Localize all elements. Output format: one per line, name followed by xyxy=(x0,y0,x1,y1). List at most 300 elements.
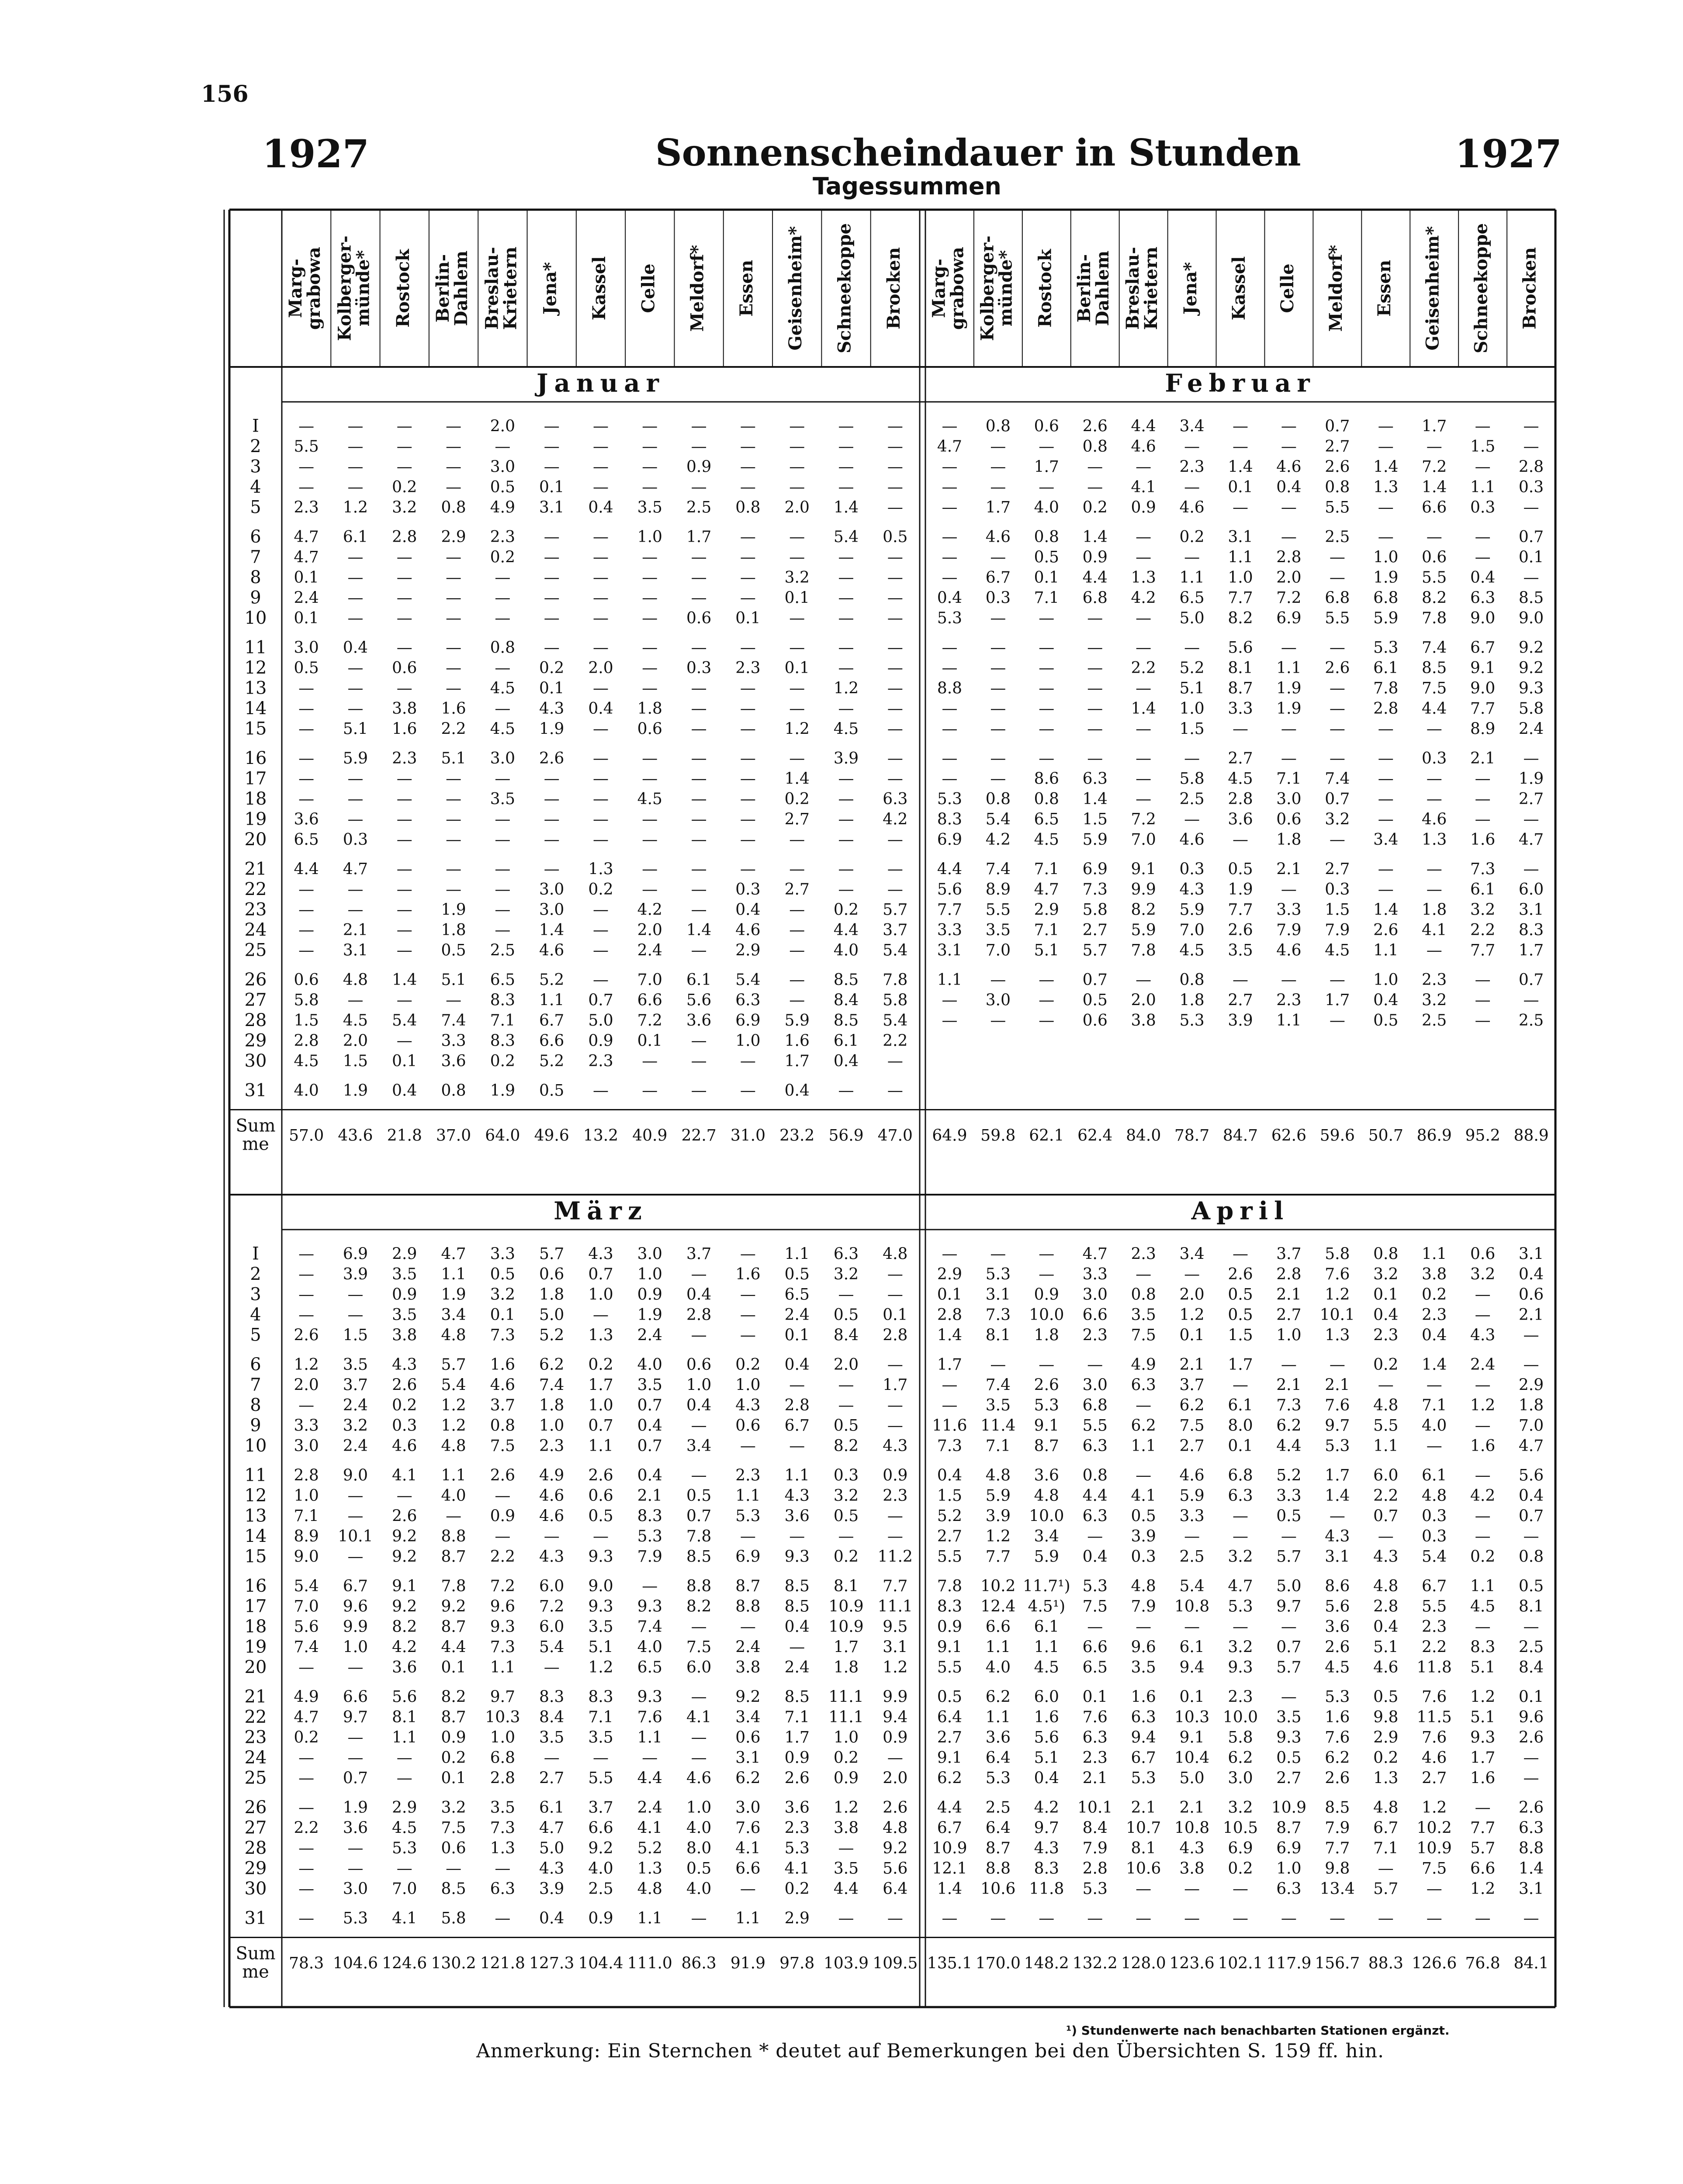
value-cell: 6.2 xyxy=(1228,1749,1253,1767)
station-label: Brocken xyxy=(1519,247,1540,330)
value-cell: — xyxy=(446,770,462,788)
value-cell: 0.2 xyxy=(392,1396,417,1414)
value-cell: 5.1 xyxy=(1470,1708,1496,1726)
value-cell: — xyxy=(347,568,364,587)
value-cell: 5.3 xyxy=(343,1909,368,1928)
value-cell: 7.1 xyxy=(1276,770,1302,788)
value-cell: — xyxy=(838,830,854,849)
station-header xyxy=(1520,247,1540,329)
value-cell: — xyxy=(1475,1527,1491,1545)
value-cell: 1.7 xyxy=(1228,1355,1253,1374)
value-cell: — xyxy=(593,901,609,919)
value-cell: 1.1 xyxy=(1131,1437,1156,1455)
value-cell: 0.5 xyxy=(588,1507,613,1525)
value-cell: — xyxy=(1475,1011,1491,1030)
value-cell: 1.7 xyxy=(937,1355,963,1374)
station-label: Geisenheim* xyxy=(1422,226,1443,351)
value-cell: — xyxy=(446,810,462,829)
value-cell: 1.2 xyxy=(833,1798,859,1817)
value-cell: — xyxy=(1329,699,1345,718)
value-cell: — xyxy=(1039,478,1055,496)
value-cell: 2.5 xyxy=(588,1880,613,1898)
value-cell: 3.0 xyxy=(985,991,1011,1009)
value-cell: 1.3 xyxy=(1422,830,1447,849)
value-cell: — xyxy=(1426,1880,1442,1898)
value-cell: 3.3 xyxy=(937,921,963,939)
value-cell: 9.1 xyxy=(1034,1417,1059,1435)
value-cell: 7.2 xyxy=(490,1577,516,1595)
station-header xyxy=(1180,262,1201,316)
value-cell: 4.5 xyxy=(1034,830,1059,849)
value-cell: 2.3 xyxy=(294,498,319,517)
value-cell: 8.8 xyxy=(686,1577,712,1595)
value-cell: 4.7 xyxy=(937,437,963,456)
day-number: 19 xyxy=(244,809,267,829)
value-cell: 13.4 xyxy=(1319,1880,1355,1898)
value-cell: — xyxy=(593,749,609,767)
value-cell: — xyxy=(1475,1376,1491,1394)
value-cell: 2.5 xyxy=(985,1798,1011,1817)
sum-cell: 23.2 xyxy=(779,1127,815,1145)
value-cell: — xyxy=(298,941,315,960)
value-cell: — xyxy=(396,609,412,627)
value-cell: — xyxy=(691,1082,707,1100)
value-cell: 0.3 xyxy=(735,880,761,898)
value-cell: 1.4 xyxy=(784,770,810,788)
value-cell: 7.4 xyxy=(1422,639,1447,657)
value-cell: 4.6 xyxy=(1131,437,1156,456)
value-cell: 1.4 xyxy=(1228,458,1253,476)
value-cell: 5.3 xyxy=(1082,1880,1108,1898)
value-cell: 4.0 xyxy=(637,1638,662,1656)
value-cell: — xyxy=(1523,991,1539,1009)
value-cell: — xyxy=(1475,790,1491,808)
value-cell: 0.6 xyxy=(1276,810,1302,829)
value-cell: 7.5 xyxy=(1422,679,1447,698)
value-cell: 6.2 xyxy=(1325,1749,1350,1767)
value-cell: 4.2 xyxy=(1131,589,1156,607)
value-cell: 3.2 xyxy=(1325,810,1350,829)
value-cell: 7.9 xyxy=(1082,1839,1108,1857)
value-cell: 2.0 xyxy=(1131,991,1156,1009)
value-cell: 0.7 xyxy=(1325,790,1350,808)
value-cell: — xyxy=(1039,609,1055,627)
value-cell: 4.9 xyxy=(539,1466,564,1485)
value-cell: 0.9 xyxy=(392,1286,417,1304)
value-cell: 4.0 xyxy=(441,1486,466,1505)
day-number: 15 xyxy=(244,1546,267,1567)
value-cell: 0.5 xyxy=(1082,991,1108,1009)
day-number: 11 xyxy=(244,637,267,658)
value-cell: 0.2 xyxy=(588,1355,613,1374)
value-cell: 6.1 xyxy=(1228,1396,1253,1414)
value-cell: — xyxy=(495,921,511,939)
value-cell: — xyxy=(495,770,511,788)
value-cell: 1.3 xyxy=(1373,478,1399,496)
value-cell: — xyxy=(691,568,707,587)
value-cell: 5.6 xyxy=(1034,1728,1059,1747)
value-cell: 2.8 xyxy=(883,1326,908,1344)
value-cell: 0.4 xyxy=(937,589,963,607)
sum-cell: 62.4 xyxy=(1077,1127,1113,1145)
value-cell: 0.6 xyxy=(1422,548,1447,567)
value-cell: — xyxy=(642,1749,658,1767)
value-cell: — xyxy=(642,749,658,767)
value-cell: 12.1 xyxy=(932,1859,967,1878)
value-cell: 4.1 xyxy=(637,1819,662,1837)
day-number: 31 xyxy=(244,1908,267,1928)
value-cell: 3.5 xyxy=(985,921,1011,939)
value-cell: — xyxy=(838,548,854,567)
value-cell: 6.1 xyxy=(1422,1466,1447,1485)
value-cell: 9.5 xyxy=(883,1617,908,1636)
value-cell: 8.1 xyxy=(985,1326,1011,1344)
value-cell: 4.3 xyxy=(539,1859,564,1878)
value-cell: 1.1 xyxy=(1373,1437,1399,1455)
value-cell: 10.9 xyxy=(828,1617,864,1636)
value-cell: — xyxy=(347,1658,364,1676)
value-cell: 3.0 xyxy=(637,1245,662,1263)
value-cell: 1.4 xyxy=(686,921,712,939)
value-cell: 5.3 xyxy=(1325,1688,1350,1706)
station-label: Meldorf* xyxy=(1325,245,1346,332)
value-cell: 0.1 xyxy=(441,1769,466,1787)
value-cell: 5.9 xyxy=(985,1486,1011,1505)
value-cell: 0.6 xyxy=(686,609,712,627)
value-cell: 2.1 xyxy=(1518,1306,1544,1324)
value-cell: 0.6 xyxy=(637,720,662,738)
value-cell: — xyxy=(642,589,658,607)
value-cell: 0.2 xyxy=(833,1548,859,1566)
value-cell: — xyxy=(1087,720,1103,738)
value-cell: 3.6 xyxy=(784,1507,810,1525)
day-number: 6 xyxy=(250,1354,261,1375)
value-cell: 1.5 xyxy=(1082,810,1108,829)
value-cell: 2.0 xyxy=(833,1355,859,1374)
value-cell: 5.4 xyxy=(539,1638,564,1656)
value-cell: — xyxy=(990,1355,1006,1374)
value-cell: 0.2 xyxy=(1228,1859,1253,1878)
value-cell: 1.7 xyxy=(985,498,1011,517)
value-cell: — xyxy=(1184,1617,1200,1636)
value-cell: 7.9 xyxy=(1276,921,1302,939)
value-cell: — xyxy=(298,901,315,919)
value-cell: 8.6 xyxy=(1034,770,1059,788)
value-cell: — xyxy=(838,1082,854,1100)
value-cell: 5.9 xyxy=(1082,830,1108,849)
value-cell: — xyxy=(1329,830,1345,849)
value-cell: 5.0 xyxy=(588,1011,613,1030)
value-cell: 7.0 xyxy=(1131,830,1156,849)
value-cell: 1.9 xyxy=(343,1798,368,1817)
value-cell: 0.4 xyxy=(1276,478,1302,496)
value-cell: 1.0 xyxy=(686,1376,712,1394)
value-cell: — xyxy=(396,679,412,698)
sum-cell: 95.2 xyxy=(1465,1127,1500,1145)
station-header xyxy=(1423,226,1443,351)
value-cell: 2.8 xyxy=(784,1396,810,1414)
value-cell: — xyxy=(1281,417,1297,435)
value-cell: 11.4 xyxy=(980,1417,1016,1435)
value-cell: 2.6 xyxy=(1325,1638,1350,1656)
value-cell: 3.0 xyxy=(343,1880,368,1898)
value-cell: 2.3 xyxy=(588,1052,613,1070)
value-cell: 0.6 xyxy=(1470,1245,1496,1263)
value-cell: 2.2 xyxy=(441,720,466,738)
sum-cell: 37.0 xyxy=(436,1127,471,1145)
value-cell: 3.4 xyxy=(1179,417,1205,435)
value-cell: 4.2 xyxy=(883,810,908,829)
value-cell: 1.0 xyxy=(1373,971,1399,989)
value-cell: — xyxy=(1378,417,1394,435)
value-cell: — xyxy=(990,1245,1006,1263)
sum-cell: 76.8 xyxy=(1465,1954,1500,1973)
value-cell: 1.7 xyxy=(1518,941,1544,960)
value-cell: 3.3 xyxy=(441,1032,466,1050)
value-cell: 4.3 xyxy=(1325,1527,1350,1545)
value-cell: 4.3 xyxy=(735,1396,761,1414)
value-cell: 0.2 xyxy=(539,659,564,677)
value-cell: 1.0 xyxy=(1276,1326,1302,1344)
value-cell: 4.7 xyxy=(1518,830,1544,849)
value-cell: 7.4 xyxy=(294,1638,319,1656)
value-cell: 4.5 xyxy=(1325,1658,1350,1676)
sum-cell: 64.0 xyxy=(485,1127,520,1145)
value-cell: — xyxy=(1184,1265,1200,1283)
value-cell: 0.9 xyxy=(686,458,712,476)
value-cell: 2.3 xyxy=(1131,1245,1156,1263)
value-cell: 2.2 xyxy=(1373,1486,1399,1505)
value-cell: 6.0 xyxy=(686,1658,712,1676)
value-cell: 3.2 xyxy=(490,1286,516,1304)
value-cell: 6.1 xyxy=(686,971,712,989)
value-cell: 11.6 xyxy=(932,1417,967,1435)
value-cell: 0.7 xyxy=(637,1396,662,1414)
value-cell: 3.1 xyxy=(1518,901,1544,919)
value-cell: 5.6 xyxy=(1518,1466,1544,1485)
sum-cell: 86.3 xyxy=(681,1954,717,1973)
value-cell: 7.0 xyxy=(294,1597,319,1616)
value-cell: — xyxy=(887,699,903,718)
value-cell: 3.5 xyxy=(539,1728,564,1747)
value-cell: 6.3 xyxy=(1082,1437,1108,1455)
value-cell: — xyxy=(446,679,462,698)
value-cell: 0.7 xyxy=(588,1265,613,1283)
value-cell: 1.1 xyxy=(985,1708,1011,1726)
station-header xyxy=(334,235,373,341)
value-cell: 0.3 xyxy=(833,1466,859,1485)
day-number: 20 xyxy=(244,829,267,850)
sum-label: me xyxy=(242,1962,269,1982)
value-cell: — xyxy=(446,1859,462,1878)
sum-cell: 86.9 xyxy=(1416,1127,1452,1145)
value-cell: — xyxy=(838,810,854,829)
value-cell: 7.4 xyxy=(637,1617,662,1636)
value-cell: — xyxy=(1378,528,1394,546)
value-cell: 4.6 xyxy=(686,1769,712,1787)
value-cell: 2.8 xyxy=(937,1306,963,1324)
value-cell: 0.7 xyxy=(1373,1507,1399,1525)
value-cell: — xyxy=(740,1082,756,1100)
day-number: 29 xyxy=(244,1030,267,1051)
value-cell: 2.1 xyxy=(1082,1769,1108,1787)
value-cell: — xyxy=(593,971,609,989)
sum-cell: 104.4 xyxy=(578,1954,623,1973)
value-cell: 1.1 xyxy=(441,1466,466,1485)
value-cell: 0.4 xyxy=(784,1617,810,1636)
value-cell: 1.2 xyxy=(1470,1396,1496,1414)
value-cell: 8.5 xyxy=(784,1688,810,1706)
station-header xyxy=(835,223,855,353)
value-cell: 6.9 xyxy=(735,1011,761,1030)
value-cell: — xyxy=(1378,880,1394,898)
value-cell: — xyxy=(347,437,364,456)
value-cell: 0.9 xyxy=(883,1728,908,1747)
value-cell: — xyxy=(887,1265,903,1283)
value-cell: 2.6 xyxy=(539,749,564,767)
value-cell: 1.9 xyxy=(441,1286,466,1304)
value-cell: 2.4 xyxy=(637,1326,662,1344)
value-cell: 3.3 xyxy=(490,1245,516,1263)
value-cell: — xyxy=(1136,639,1152,657)
value-cell: 1.0 xyxy=(637,528,662,546)
value-cell: 8.9 xyxy=(294,1527,319,1545)
value-cell: — xyxy=(1039,1355,1055,1374)
value-cell: 8.8 xyxy=(441,1527,466,1545)
value-cell: 1.1 xyxy=(392,1728,417,1747)
value-cell: 0.2 xyxy=(1179,528,1205,546)
value-cell: — xyxy=(593,639,609,657)
value-cell: 7.1 xyxy=(490,1011,516,1030)
value-cell: 6.6 xyxy=(1082,1306,1108,1324)
value-cell: 9.3 xyxy=(588,1548,613,1566)
value-cell: 6.6 xyxy=(588,1819,613,1837)
value-cell: 7.5 xyxy=(686,1638,712,1656)
value-cell: 4.6 xyxy=(539,1507,564,1525)
value-cell: 1.1 xyxy=(1373,941,1399,960)
value-cell: 8.4 xyxy=(539,1708,564,1726)
value-cell: 9.7 xyxy=(490,1688,516,1706)
value-cell: — xyxy=(740,699,756,718)
value-cell: 8.9 xyxy=(1470,720,1496,738)
value-cell: — xyxy=(887,830,903,849)
sum-cell: 62.6 xyxy=(1271,1127,1307,1145)
value-cell: 9.7 xyxy=(1325,1417,1350,1435)
value-cell: 5.1 xyxy=(441,971,466,989)
sum-cell: 88.3 xyxy=(1368,1954,1403,1973)
value-cell: 5.6 xyxy=(1228,639,1253,657)
value-cell: — xyxy=(544,810,560,829)
value-cell: — xyxy=(691,720,707,738)
value-cell: 0.1 xyxy=(294,609,319,627)
value-cell: — xyxy=(789,1376,805,1394)
value-cell: 3.0 xyxy=(539,901,564,919)
value-cell: — xyxy=(887,1749,903,1767)
value-cell: — xyxy=(544,568,560,587)
station-header xyxy=(285,247,324,330)
value-cell: 0.3 xyxy=(1325,880,1350,898)
value-cell: — xyxy=(1039,1909,1055,1928)
value-cell: 1.5 xyxy=(937,1486,963,1505)
value-cell: — xyxy=(691,901,707,919)
value-cell: 0.9 xyxy=(937,1617,963,1636)
month-heading: März xyxy=(554,1196,648,1226)
value-cell: — xyxy=(740,568,756,587)
value-cell: 8.3 xyxy=(490,991,516,1009)
value-cell: 1.7 xyxy=(1034,458,1059,476)
value-cell: 4.8 xyxy=(1131,1577,1156,1595)
sum-cell: 109.5 xyxy=(873,1954,918,1973)
value-cell: 2.4 xyxy=(294,589,319,607)
value-cell: 8.5 xyxy=(1518,589,1544,607)
value-cell: 2.8 xyxy=(490,1769,516,1787)
value-cell: 2.0 xyxy=(1276,568,1302,587)
value-cell: 5.1 xyxy=(588,1638,613,1656)
value-cell: 4.1 xyxy=(392,1909,417,1928)
station-label: Celle xyxy=(638,263,659,313)
value-cell: — xyxy=(942,1011,958,1030)
value-cell: 0.5 xyxy=(441,941,466,960)
value-cell: 2.6 xyxy=(392,1507,417,1525)
value-cell: 9.2 xyxy=(441,1597,466,1616)
value-cell: 1.2 xyxy=(1470,1688,1496,1706)
value-cell: 5.3 xyxy=(1082,1577,1108,1595)
value-cell: 1.1 xyxy=(1034,1638,1059,1656)
value-cell: 4.7 xyxy=(294,528,319,546)
value-cell: 8.8 xyxy=(985,1859,1011,1878)
value-cell: 6.2 xyxy=(985,1688,1011,1706)
value-cell: 7.2 xyxy=(1276,589,1302,607)
station-label: münde* xyxy=(353,250,374,327)
value-cell: 0.2 xyxy=(735,1355,761,1374)
value-cell: 8.2 xyxy=(392,1617,417,1636)
value-cell: 5.6 xyxy=(937,880,963,898)
value-cell: 2.0 xyxy=(1179,1286,1205,1304)
value-cell: — xyxy=(593,790,609,808)
value-cell: 6.4 xyxy=(937,1708,963,1726)
value-cell: 2.7 xyxy=(1422,1769,1447,1787)
value-cell: 4.0 xyxy=(1422,1417,1447,1435)
value-cell: 0.8 xyxy=(490,639,516,657)
value-cell: — xyxy=(740,548,756,567)
value-cell: 4.8 xyxy=(985,1466,1011,1485)
value-cell: 0.9 xyxy=(1131,498,1156,517)
value-cell: — xyxy=(887,659,903,677)
value-cell: 3.8 xyxy=(1131,1011,1156,1030)
value-cell: 6.1 xyxy=(343,528,368,546)
value-cell: 1.8 xyxy=(441,921,466,939)
value-cell: 0.5 xyxy=(784,1265,810,1283)
value-cell: 3.0 xyxy=(1276,790,1302,808)
value-cell: 6.3 xyxy=(1082,1728,1108,1747)
value-cell: 4.3 xyxy=(1470,1326,1496,1344)
sum-cell: 97.8 xyxy=(779,1954,815,1973)
value-cell: — xyxy=(789,478,805,496)
value-cell: — xyxy=(1087,1909,1103,1928)
value-cell: 0.9 xyxy=(588,1909,613,1928)
value-cell: — xyxy=(1233,1376,1248,1394)
value-cell: — xyxy=(446,1507,462,1525)
value-cell: 4.0 xyxy=(1034,498,1059,517)
value-cell: 5.4 xyxy=(441,1376,466,1394)
value-cell: 2.3 xyxy=(1179,458,1205,476)
value-cell: 4.2 xyxy=(1470,1486,1496,1505)
value-cell: 3.6 xyxy=(294,810,319,829)
day-number: 26 xyxy=(244,969,267,990)
value-cell: 1.6 xyxy=(784,1032,810,1050)
sum-cell: 84.0 xyxy=(1126,1127,1161,1145)
value-cell: 3.3 xyxy=(294,1417,319,1435)
